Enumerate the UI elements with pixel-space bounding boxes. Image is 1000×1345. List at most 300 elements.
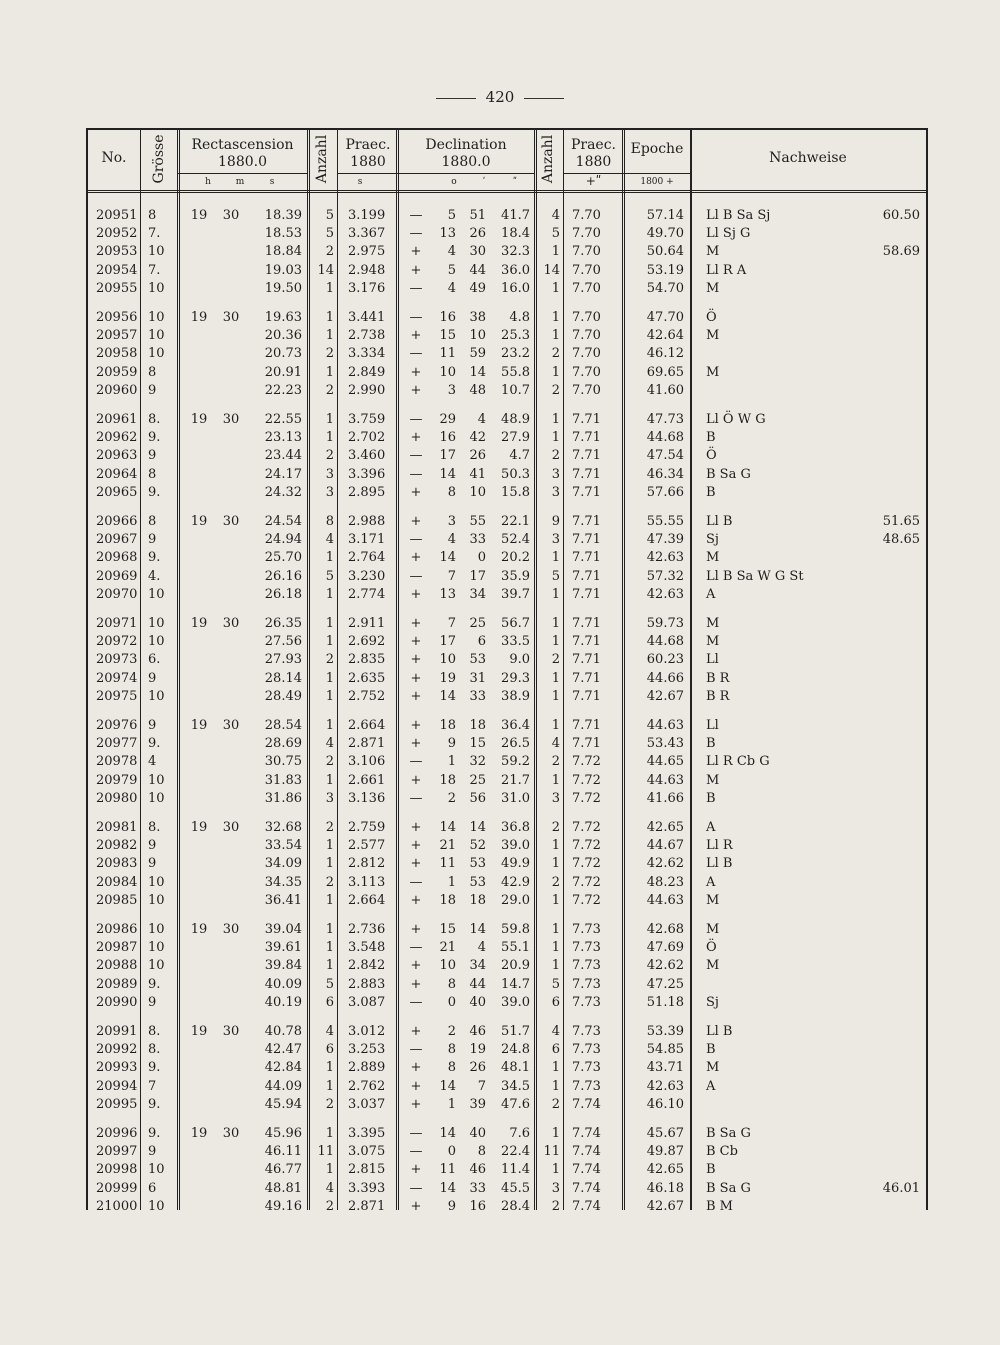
cell-anzahl2: 1 <box>551 892 560 908</box>
cell-ra-s: 45.94 <box>264 1096 302 1112</box>
col-sep-anzahl2 <box>563 128 564 1210</box>
cell-decl-sec: 28.4 <box>501 1198 530 1214</box>
cell-decl-sec: 10.7 <box>501 382 530 398</box>
cell-decl-deg: 17 <box>439 448 456 464</box>
cell-decl-sec: 34.5 <box>501 1078 530 1094</box>
cell-epoche: 42.63 <box>646 1078 684 1094</box>
cell-anzahl2: 2 <box>551 1198 560 1214</box>
cell-praec: 2.738 <box>348 328 386 344</box>
cell-groesse: 9. <box>148 976 161 992</box>
cell-epoche: 44.65 <box>646 754 684 770</box>
cell-praec2: 7.72 <box>572 820 601 835</box>
cell-anzahl2: 1 <box>551 1060 560 1076</box>
cell-anzahl2: 1 <box>551 838 560 854</box>
cell-nachweise: M <box>706 1060 720 1076</box>
cell-decl-sign: + <box>410 1024 422 1039</box>
cell-no: 20989 <box>96 976 138 992</box>
cell-epoche: 59.73 <box>646 616 684 631</box>
cell-anzahl: 1 <box>325 670 334 686</box>
cell-decl-min: 42 <box>469 430 486 446</box>
cell-decl-sec: 38.9 <box>501 688 530 704</box>
cell-ra-s: 27.56 <box>264 634 302 650</box>
cell-decl-sec: 36.0 <box>501 262 530 278</box>
cell-anzahl2: 4 <box>551 1024 560 1039</box>
header-praec-unit: s <box>357 177 363 187</box>
cell-groesse: 10 <box>148 244 165 260</box>
cell-groesse: 10 <box>148 958 165 974</box>
cell-decl-sign: + <box>410 364 422 380</box>
cell-groesse: 9. <box>148 1126 161 1141</box>
cell-praec2: 7.71 <box>572 484 601 500</box>
cell-praec: 2.948 <box>348 262 386 278</box>
cell-no: 20982 <box>96 838 138 854</box>
cell-epoche: 51.18 <box>646 994 684 1010</box>
cell-anzahl2: 1 <box>551 586 560 602</box>
cell-decl-min: 25 <box>469 616 486 631</box>
cell-groesse: 10 <box>148 892 165 908</box>
cell-nachweise: B M <box>706 1198 733 1214</box>
cell-no: 20961 <box>96 412 138 427</box>
cell-praec: 3.171 <box>348 532 386 548</box>
cell-epoche: 43.71 <box>646 1060 684 1076</box>
cell-praec2: 7.72 <box>572 772 601 788</box>
cell-epoche: 44.63 <box>646 772 684 788</box>
cell-praec: 3.393 <box>348 1180 386 1196</box>
cell-groesse: 6 <box>148 1180 157 1196</box>
cell-anzahl: 1 <box>325 328 334 344</box>
cell-no: 20951 <box>96 208 138 223</box>
cell-praec2: 7.71 <box>572 550 601 566</box>
cell-ra-s: 18.84 <box>264 244 302 260</box>
cell-no: 20980 <box>96 790 138 806</box>
cell-decl-sec: 55.8 <box>501 364 530 380</box>
cell-praec: 3.106 <box>348 754 386 770</box>
cell-decl-min: 52 <box>469 838 486 854</box>
cell-anzahl: 2 <box>325 244 334 260</box>
page-number-dash-left <box>436 98 476 99</box>
cell-decl-deg: 1 <box>447 1096 456 1112</box>
cell-no: 20959 <box>96 364 138 380</box>
cell-decl-deg: 14 <box>439 1180 456 1196</box>
cell-nachweise-extra: 46.01 <box>882 1180 920 1196</box>
cell-no: 20972 <box>96 634 138 650</box>
cell-decl-deg: 4 <box>447 532 456 548</box>
cell-ra-s: 19.03 <box>264 262 302 278</box>
cell-decl-deg: 19 <box>439 670 456 686</box>
cell-decl-deg: 7 <box>447 568 456 584</box>
cell-decl-deg: 0 <box>447 994 456 1010</box>
cell-epoche: 42.62 <box>646 958 684 974</box>
cell-decl-deg: 10 <box>439 364 456 380</box>
cell-praec2: 7.70 <box>572 382 601 398</box>
cell-decl-sec: 11.4 <box>501 1162 530 1178</box>
cell-decl-min: 8 <box>477 1144 486 1160</box>
cell-praec: 2.975 <box>348 244 386 260</box>
cell-nachweise: B <box>706 736 716 752</box>
cell-groesse: 10 <box>148 280 165 296</box>
cell-epoche: 41.60 <box>646 382 684 398</box>
cell-decl-sign: + <box>410 262 422 278</box>
cell-decl-sec: 50.3 <box>501 466 530 482</box>
cell-ra-s: 31.86 <box>264 790 302 806</box>
cell-praec: 2.889 <box>348 1060 386 1076</box>
cell-praec2: 7.70 <box>572 346 601 362</box>
cell-decl-deg: 18 <box>439 892 456 908</box>
cell-groesse: 8 <box>148 364 157 380</box>
cell-epoche: 46.34 <box>646 466 684 482</box>
header-decl-unit-min: ʹ <box>482 177 486 187</box>
cell-decl-min: 44 <box>469 262 486 278</box>
cell-ra-s: 34.35 <box>264 874 302 890</box>
cell-decl-min: 14 <box>469 922 486 937</box>
cell-decl-min: 19 <box>469 1042 486 1058</box>
cell-ra-s: 40.19 <box>264 994 302 1010</box>
cell-anzahl: 5 <box>325 568 334 584</box>
cell-epoche: 44.68 <box>646 634 684 650</box>
page-number-text: 420 <box>485 88 515 106</box>
cell-epoche: 46.18 <box>646 1180 684 1196</box>
cell-anzahl2: 3 <box>551 532 560 548</box>
cell-no: 20994 <box>96 1078 138 1094</box>
cell-epoche: 44.68 <box>646 430 684 446</box>
cell-nachweise: Sj <box>706 532 719 548</box>
cell-ra-s: 33.54 <box>264 838 302 854</box>
cell-anzahl2: 3 <box>551 466 560 482</box>
cell-anzahl: 4 <box>325 1180 334 1196</box>
cell-decl-min: 14 <box>469 820 486 835</box>
cell-groesse: 7. <box>148 226 161 242</box>
cell-ra-m: 30 <box>222 412 240 427</box>
cell-nachweise: B Sa G <box>706 1180 751 1196</box>
cell-epoche: 47.70 <box>646 310 684 325</box>
cell-decl-min: 41 <box>469 466 486 482</box>
cell-decl-sign: + <box>410 652 422 668</box>
cell-ra-s: 34.09 <box>264 856 302 872</box>
cell-nachweise: Ll B <box>706 1024 733 1039</box>
cell-nachweise: Ö <box>706 940 717 956</box>
cell-anzahl: 1 <box>325 364 334 380</box>
cell-no: 20998 <box>96 1162 138 1178</box>
cell-no: 20966 <box>96 514 138 529</box>
cell-praec: 3.759 <box>348 412 386 427</box>
cell-decl-sign: — <box>409 280 423 296</box>
cell-decl-min: 48 <box>469 382 486 398</box>
cell-praec: 2.774 <box>348 586 386 602</box>
cell-no: 20973 <box>96 652 138 668</box>
cell-decl-sec: 20.2 <box>501 550 530 566</box>
cell-nachweise: Ll Ö W G <box>706 412 766 427</box>
col-sep-praec <box>396 128 399 1210</box>
cell-decl-sec: 22.4 <box>501 1144 530 1160</box>
cell-decl-sec: 14.7 <box>501 976 530 992</box>
cell-decl-min: 10 <box>469 328 486 344</box>
cell-nachweise: Sj <box>706 994 719 1010</box>
cell-anzahl: 2 <box>325 382 334 398</box>
cell-anzahl: 8 <box>325 514 334 529</box>
cell-epoche: 41.66 <box>646 790 684 806</box>
cell-ra-s: 49.16 <box>264 1198 302 1214</box>
cell-decl-sign: — <box>409 310 423 325</box>
cell-groesse: 10 <box>148 874 165 890</box>
cell-no: 20958 <box>96 346 138 362</box>
cell-groesse: 9 <box>148 532 157 548</box>
header-no: No. <box>101 150 127 166</box>
cell-decl-min: 53 <box>469 856 486 872</box>
cell-ra-s: 40.78 <box>264 1024 302 1039</box>
cell-ra-s: 30.75 <box>264 754 302 770</box>
cell-decl-min: 38 <box>469 310 486 325</box>
cell-praec: 3.367 <box>348 226 386 242</box>
cell-praec2: 7.72 <box>572 856 601 872</box>
cell-epoche: 57.14 <box>646 208 684 223</box>
cell-decl-min: 33 <box>469 1180 486 1196</box>
cell-anzahl: 1 <box>325 430 334 446</box>
cell-decl-deg: 1 <box>447 874 456 890</box>
cell-no: 20983 <box>96 856 138 872</box>
cell-nachweise: B <box>706 1042 716 1058</box>
cell-ra-s: 22.23 <box>264 382 302 398</box>
cell-ra-s: 22.55 <box>264 412 302 427</box>
cell-anzahl: 2 <box>325 448 334 464</box>
cell-groesse: 10 <box>148 1198 165 1214</box>
cell-ra-s: 20.73 <box>264 346 302 362</box>
cell-praec: 2.736 <box>348 922 386 937</box>
cell-groesse: 8. <box>148 820 161 835</box>
cell-epoche: 42.62 <box>646 856 684 872</box>
header-bottom-line <box>86 190 926 193</box>
cell-ra-m: 30 <box>222 820 240 835</box>
cell-decl-min: 40 <box>469 994 486 1010</box>
cell-decl-sec: 15.8 <box>501 484 530 500</box>
epoche-unit-line <box>622 173 690 174</box>
cell-praec2: 7.73 <box>572 922 601 937</box>
cell-praec2: 7.73 <box>572 1024 601 1039</box>
cell-groesse: 9 <box>148 448 157 464</box>
cell-decl-sec: 7.6 <box>509 1126 530 1141</box>
cell-anzahl: 4 <box>325 532 334 548</box>
cell-decl-min: 40 <box>469 1126 486 1141</box>
cell-decl-sec: 51.7 <box>501 1024 530 1039</box>
cell-no: 20971 <box>96 616 138 631</box>
cell-decl-sign: + <box>410 688 422 704</box>
cell-groesse: 9. <box>148 736 161 752</box>
cell-epoche: 42.68 <box>646 922 684 937</box>
cell-ra-s: 19.50 <box>264 280 302 296</box>
cell-decl-sec: 59.2 <box>501 754 530 770</box>
cell-decl-deg: 8 <box>447 1060 456 1076</box>
cell-decl-min: 51 <box>469 208 486 223</box>
cell-decl-deg: 15 <box>439 328 456 344</box>
cell-epoche: 47.25 <box>646 976 684 992</box>
cell-praec2: 7.71 <box>572 634 601 650</box>
cell-groesse: 4 <box>148 754 157 770</box>
cell-praec2: 7.71 <box>572 688 601 704</box>
cell-no: 20955 <box>96 280 138 296</box>
cell-ra-s: 26.18 <box>264 586 302 602</box>
cell-no: 20975 <box>96 688 138 704</box>
cell-decl-sign: — <box>409 1126 423 1141</box>
cell-decl-deg: 5 <box>447 208 456 223</box>
cell-nachweise: B <box>706 790 716 806</box>
cell-praec: 3.460 <box>348 448 386 464</box>
cell-decl-sec: 39.0 <box>501 838 530 854</box>
cell-anzahl2: 9 <box>551 514 560 529</box>
cell-praec2: 7.72 <box>572 790 601 806</box>
cell-groesse: 10 <box>148 1162 165 1178</box>
cell-nachweise-extra: 60.50 <box>882 208 920 223</box>
header-ra-unit-m: m <box>235 177 245 187</box>
cell-decl-min: 34 <box>469 958 486 974</box>
header-groesse: Grösse <box>151 134 167 184</box>
cell-decl-sign: + <box>410 382 422 398</box>
cell-decl-sec: 9.0 <box>509 652 530 668</box>
col-sep-praec2 <box>622 128 625 1210</box>
cell-ra-h: 19 <box>190 1126 208 1141</box>
cell-praec2: 7.73 <box>572 1060 601 1076</box>
cell-praec: 2.990 <box>348 382 386 398</box>
cell-ra-s: 39.84 <box>264 958 302 974</box>
cell-anzahl: 1 <box>325 634 334 650</box>
cell-decl-deg: 14 <box>439 466 456 482</box>
cell-nachweise: M <box>706 634 720 650</box>
cell-ra-s: 24.54 <box>264 514 302 529</box>
cell-decl-min: 32 <box>469 754 486 770</box>
cell-praec: 3.199 <box>348 208 386 223</box>
cell-decl-sign: + <box>410 976 422 992</box>
cell-anzahl2: 1 <box>551 430 560 446</box>
cell-decl-sec: 52.4 <box>501 532 530 548</box>
cell-anzahl: 5 <box>325 976 334 992</box>
cell-groesse: 9 <box>148 718 157 733</box>
header-epoche: Epoche <box>630 141 684 157</box>
cell-ra-s: 39.61 <box>264 940 302 956</box>
cell-ra-s: 24.32 <box>264 484 302 500</box>
cell-decl-sec: 39.7 <box>501 586 530 602</box>
cell-epoche: 42.65 <box>646 1162 684 1178</box>
cell-praec: 3.012 <box>348 1024 386 1039</box>
cell-nachweise: Ö <box>706 448 717 464</box>
cell-groesse: 9. <box>148 550 161 566</box>
cell-decl-sign: + <box>410 1198 422 1214</box>
cell-epoche: 57.32 <box>646 568 684 584</box>
cell-decl-sign: — <box>409 208 423 223</box>
cell-nachweise: M <box>706 616 720 631</box>
cell-no: 20954 <box>96 262 138 278</box>
cell-decl-deg: 8 <box>447 1042 456 1058</box>
cell-praec2: 7.70 <box>572 310 601 325</box>
cell-decl-sec: 36.8 <box>501 820 530 835</box>
cell-nachweise: B Sa G <box>706 1126 751 1141</box>
cell-groesse: 10 <box>148 790 165 806</box>
cell-epoche: 44.63 <box>646 718 684 733</box>
cell-anzahl2: 11 <box>543 1144 560 1160</box>
cell-epoche: 44.67 <box>646 838 684 854</box>
cell-groesse: 9 <box>148 382 157 398</box>
cell-decl-sign: + <box>410 634 422 650</box>
cell-epoche: 54.85 <box>646 1042 684 1058</box>
cell-praec: 2.764 <box>348 550 386 566</box>
cell-epoche: 48.23 <box>646 874 684 890</box>
cell-anzahl: 14 <box>317 262 334 278</box>
cell-decl-sec: 35.9 <box>501 568 530 584</box>
cell-epoche: 46.12 <box>646 346 684 362</box>
cell-nachweise: Ll B Sa Sj <box>706 208 771 223</box>
cell-decl-deg: 11 <box>439 346 456 362</box>
cell-no: 20999 <box>96 1180 138 1196</box>
cell-decl-deg: 18 <box>439 772 456 788</box>
cell-praec: 3.087 <box>348 994 386 1010</box>
cell-anzahl2: 3 <box>551 790 560 806</box>
cell-decl-deg: 13 <box>439 586 456 602</box>
cell-groesse: 10 <box>148 634 165 650</box>
cell-ra-s: 24.94 <box>264 532 302 548</box>
cell-nachweise: B R <box>706 670 730 686</box>
cell-anzahl2: 1 <box>551 280 560 296</box>
header-decl-epoch: 1880.0 <box>441 154 491 170</box>
cell-decl-min: 10 <box>469 484 486 500</box>
cell-ra-m: 30 <box>222 1024 240 1039</box>
cell-groesse: 8 <box>148 514 157 529</box>
cell-anzahl: 6 <box>325 1042 334 1058</box>
ra-unit-line <box>177 173 307 174</box>
cell-praec: 2.911 <box>348 616 386 631</box>
cell-decl-sign: — <box>409 568 423 584</box>
col-sep-groesse <box>177 128 180 1210</box>
cell-anzahl2: 2 <box>551 382 560 398</box>
cell-decl-min: 49 <box>469 280 486 296</box>
cell-groesse: 8 <box>148 208 157 223</box>
cell-groesse: 8. <box>148 1042 161 1058</box>
cell-ra-h: 19 <box>190 514 208 529</box>
cell-decl-sec: 25.3 <box>501 328 530 344</box>
cell-no: 20967 <box>96 532 138 548</box>
cell-groesse: 4. <box>148 568 161 584</box>
cell-decl-deg: 15 <box>439 922 456 937</box>
cell-epoche: 42.63 <box>646 586 684 602</box>
decl-unit-line <box>396 173 534 174</box>
cell-anzahl: 2 <box>325 346 334 362</box>
cell-decl-sign: + <box>410 772 422 788</box>
cell-decl-deg: 3 <box>447 514 456 529</box>
cell-no: 20957 <box>96 328 138 344</box>
cell-decl-min: 53 <box>469 874 486 890</box>
header-anzahl: Anzahl <box>314 134 330 184</box>
cell-decl-deg: 18 <box>439 718 456 733</box>
cell-decl-deg: 29 <box>439 412 456 427</box>
cell-groesse: 10 <box>148 772 165 788</box>
cell-praec2: 7.72 <box>572 892 601 908</box>
cell-anzahl: 2 <box>325 874 334 890</box>
cell-decl-deg: 1 <box>447 754 456 770</box>
cell-decl-min: 7 <box>477 1078 486 1094</box>
cell-praec2: 7.71 <box>572 616 601 631</box>
cell-decl-sign: — <box>409 226 423 242</box>
cell-decl-sec: 24.8 <box>501 1042 530 1058</box>
cell-nachweise: M <box>706 364 720 380</box>
cell-praec2: 7.73 <box>572 1078 601 1094</box>
cell-no: 20992 <box>96 1042 138 1058</box>
cell-no: 20988 <box>96 958 138 974</box>
cell-decl-deg: 16 <box>439 430 456 446</box>
cell-praec2: 7.74 <box>572 1162 601 1178</box>
cell-decl-deg: 10 <box>439 958 456 974</box>
cell-epoche: 53.39 <box>646 1024 684 1039</box>
cell-epoche: 69.65 <box>646 364 684 380</box>
cell-groesse: 9. <box>148 430 161 446</box>
cell-no: 20977 <box>96 736 138 752</box>
cell-decl-sec: 56.7 <box>501 616 530 631</box>
cell-praec2: 7.74 <box>572 1180 601 1196</box>
